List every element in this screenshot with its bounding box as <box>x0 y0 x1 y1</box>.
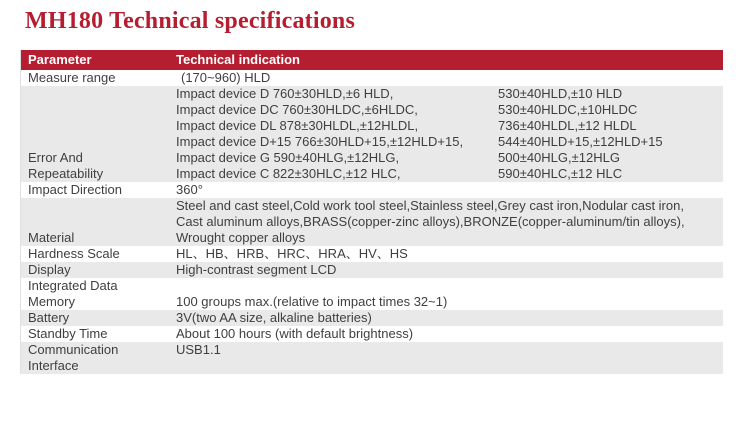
error-device-spec-2: 544±40HLD+15,±12HLD+15 <box>498 134 663 149</box>
error-device-spec: Impact device D 760±30HLD,±6 HLD, <box>176 86 394 101</box>
error-line <box>176 102 723 118</box>
row-measure-range <box>21 70 723 86</box>
param-label: Standby Time <box>28 326 108 341</box>
header-technical-indication: Technical indication <box>176 52 301 67</box>
error-line <box>176 86 723 102</box>
param-label: Integrated Data <box>28 278 118 293</box>
spec-table <box>20 50 723 374</box>
param-value: 360° <box>176 182 203 197</box>
header-parameter: Parameter <box>28 52 92 67</box>
param-value: About 100 hours (with default brightness) <box>176 326 414 341</box>
error-device-spec-2: 530±40HLDC,±10HLDC <box>498 102 638 117</box>
interface-value-line <box>176 358 723 374</box>
error-device-spec: Impact device C 822±30HLC,±12 HLC, <box>176 166 401 181</box>
row-integrated-data-memory <box>21 278 723 310</box>
param-label: Repeatability <box>28 166 104 181</box>
error-device-spec-2: 500±40HLG,±12HLG <box>498 150 620 165</box>
error-line <box>176 134 723 150</box>
error-line <box>176 150 723 166</box>
table-header-row <box>21 50 723 70</box>
param-label: Communication <box>28 342 119 357</box>
param-value: (170~960) HLD <box>181 70 271 85</box>
row-communication-interface <box>21 342 723 374</box>
param-value: High-contrast segment LCD <box>176 262 337 277</box>
row-hardness-scale <box>21 246 723 262</box>
row-material <box>21 198 723 246</box>
material-line: Steel and cast steel,Cold work tool steel,Stainless steel,Grey cast iron,Nodular cast iron, <box>176 198 684 213</box>
row-battery <box>21 310 723 326</box>
error-device-spec: Impact device G 590±40HLG,±12HLG, <box>176 150 400 165</box>
param-label: Interface <box>28 358 79 373</box>
param-label: Memory <box>28 294 75 309</box>
memory-value-line: 100 groups max.(relative to impact times 32~1) <box>176 294 448 309</box>
row-standby-time <box>21 326 723 342</box>
error-device-spec: Impact device DL 878±30HLDL,±12HLDL, <box>176 118 419 133</box>
page-title: MH180 Technical specifications <box>25 8 355 34</box>
error-device-spec-2: 530±40HLD,±10 HLD <box>498 86 623 101</box>
param-label: Display <box>28 262 71 277</box>
row-display <box>21 262 723 278</box>
material-line: Wrought copper alloys <box>176 230 306 245</box>
row-impact-direction <box>21 182 723 198</box>
param-label: Error And <box>28 150 83 165</box>
row-error-repeatability <box>21 86 723 182</box>
param-label: Measure range <box>28 70 116 85</box>
param-label: Battery <box>28 310 70 325</box>
param-value: HL、HB、HRB、HRC、HRA、HV、HS <box>176 246 408 261</box>
material-line: Cast aluminum alloys,BRASS(copper-zinc alloys),BRONZE(copper-aluminum/tin alloys), <box>176 214 685 229</box>
param-label: Hardness Scale <box>28 246 120 261</box>
error-device-spec-2: 736±40HLDL,±12 HLDL <box>498 118 637 133</box>
memory-value-line <box>176 278 723 294</box>
param-label: Impact Direction <box>28 182 122 197</box>
interface-value-line: USB1.1 <box>176 342 221 357</box>
param-label: Material <box>28 230 75 245</box>
param-value: 3V(two AA size, alkaline batteries) <box>176 310 372 325</box>
error-line <box>176 118 723 134</box>
error-device-spec-2: 590±40HLC,±12 HLC <box>498 166 623 181</box>
error-line <box>176 166 723 182</box>
error-device-spec: Impact device DC 760±30HLDC,±6HLDC, <box>176 102 418 117</box>
error-device-spec: Impact device D+15 766±30HLD+15,±12HLD+15, <box>176 134 464 149</box>
